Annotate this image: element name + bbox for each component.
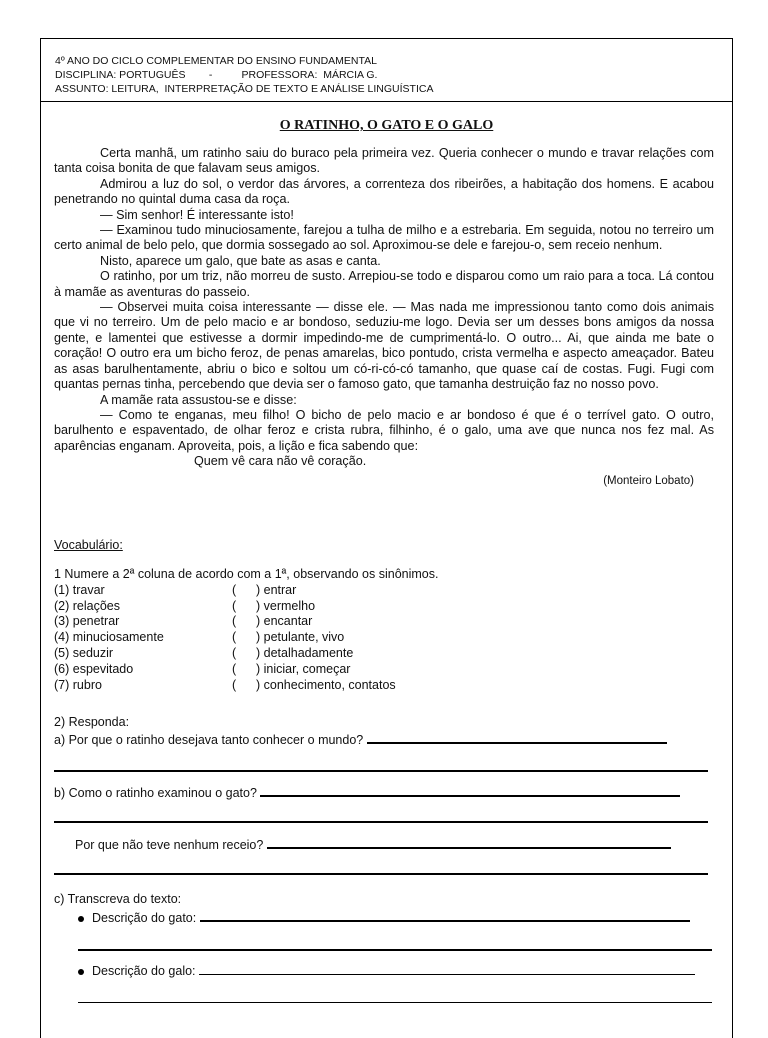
story-paragraph: Admirou a luz do sol, o verdor das árvores, a correnteza dos ribeirões, a habitação dos homens. E acabou penetrando no quintal duma casa da roça. bbox=[54, 176, 714, 207]
number-blank[interactable]: ( bbox=[232, 582, 237, 597]
question-2b-followup-text: Por que não teve nenhum receio? bbox=[75, 838, 264, 852]
synonym-word: (6) espevitado bbox=[54, 661, 134, 676]
story-text bbox=[54, 146, 714, 489]
question-1-prompt: 1 Numere a 2ª coluna de acordo com a 1ª, observando os sinônimos. bbox=[54, 567, 439, 581]
synonym-row bbox=[54, 646, 714, 662]
synonym-meaning: ) vermelho bbox=[256, 598, 316, 613]
answer-line[interactable] bbox=[200, 920, 690, 922]
synonym-row bbox=[54, 662, 714, 678]
question-2a-text: a) Por que o ratinho desejava tanto conhecer o mundo? bbox=[54, 733, 364, 747]
synonym-row bbox=[54, 599, 714, 615]
answer-line[interactable] bbox=[54, 770, 708, 772]
question-2a bbox=[54, 733, 714, 747]
synonym-table bbox=[54, 583, 714, 694]
number-blank[interactable]: ( bbox=[232, 598, 237, 613]
synonym-meaning: ) iniciar, começar bbox=[256, 661, 351, 676]
synonym-row bbox=[54, 630, 714, 646]
story-paragraph: — Sim senhor! É interessante isto! bbox=[100, 207, 294, 222]
synonym-word: (3) penetrar bbox=[54, 614, 120, 629]
story-moral: Quem vê cara não vê coração. bbox=[194, 454, 367, 469]
bullet-icon bbox=[78, 916, 84, 922]
answer-line[interactable] bbox=[260, 795, 680, 797]
synonym-row bbox=[54, 583, 714, 599]
story-paragraph: — Examinou tudo minuciosamente, farejou a tulha de milho e a estrebaria. Em seguida, notou no terreiro um certo animal de belo pelo, que dormia sossegado ao sol. Aproximou-se dele e farejou-o, sem receio nenhum. bbox=[54, 223, 714, 253]
rooster-description-item bbox=[78, 964, 695, 978]
story-paragraph: Certa manhã, um ratinho saiu do buraco pela primeira vez. Queria conhecer o mundo e travar relações com tanta coisa bonita de que falavam seus amigos. bbox=[54, 146, 714, 176]
synonym-meaning: ) entrar bbox=[256, 582, 297, 597]
number-blank[interactable]: ( bbox=[232, 677, 237, 692]
answer-line[interactable] bbox=[54, 873, 708, 875]
number-blank[interactable]: ( bbox=[232, 645, 237, 660]
synonym-row bbox=[54, 678, 714, 694]
synonym-word: (1) travar bbox=[54, 582, 105, 597]
vocabulary-heading: Vocabulário: bbox=[54, 538, 123, 552]
cat-description-label: Descrição do gato: bbox=[92, 911, 197, 925]
synonym-meaning: ) encantar bbox=[256, 614, 313, 629]
synonym-meaning: ) detalhadamente bbox=[256, 645, 354, 660]
synonym-word: (4) minuciosamente bbox=[54, 630, 164, 645]
synonym-row bbox=[54, 614, 714, 630]
header-divider bbox=[40, 101, 733, 102]
story-title: O RATINHO, O GATO E O GALO bbox=[279, 118, 494, 133]
number-blank[interactable]: ( bbox=[232, 661, 237, 676]
answer-line[interactable] bbox=[199, 974, 695, 975]
question-2b-text: b) Como o ratinho examinou o gato? bbox=[54, 786, 257, 800]
cat-description-item bbox=[78, 911, 690, 925]
story-paragraph: — Como te enganas, meu filho! O bicho de pelo macio e ar bondoso é que é o terrível gato. O outro, barulhento e espaventado, de olhar feroz e crista rubra, filhinho, é o galo, uma ave que nunca nos fez mal. As aparências enganam. Aproveita, pois, a lição e fica sabendo que: bbox=[54, 407, 714, 453]
header-grade: 4º ANO DO CICLO COMPLEMENTAR DO ENSINO FUNDAMENTAL bbox=[55, 55, 377, 67]
bullet-icon bbox=[78, 969, 84, 975]
synonym-meaning: ) conhecimento, contatos bbox=[256, 677, 396, 692]
question-1 bbox=[54, 567, 714, 693]
story-author: (Monteiro Lobato) bbox=[603, 474, 694, 487]
answer-line[interactable] bbox=[78, 949, 712, 951]
header-subject: ASSUNTO: LEITURA, INTERPRETAÇÃO DE TEXTO E ANÁLISE LINGUÍSTICA bbox=[55, 83, 434, 95]
question-2-prompt: 2) Responda: bbox=[54, 715, 130, 729]
question-2b-followup bbox=[75, 838, 715, 852]
question-2c: c) Transcreva do texto: bbox=[54, 892, 182, 906]
rooster-description-label: Descrição do galo: bbox=[92, 964, 196, 978]
story-paragraph: A mamãe rata assustou-se e disse: bbox=[100, 392, 297, 407]
header-discipline: DISCIPLINA: PORTUGUÊS - PROFESSORA: MÁRCIA G. bbox=[55, 69, 378, 81]
synonym-meaning: ) petulante, vivo bbox=[256, 630, 345, 645]
synonym-word: (7) rubro bbox=[54, 677, 102, 692]
number-blank[interactable]: ( bbox=[232, 630, 237, 645]
answer-line[interactable] bbox=[267, 847, 671, 849]
question-2b bbox=[54, 786, 714, 800]
synonym-word: (2) relações bbox=[54, 598, 120, 613]
number-blank[interactable]: ( bbox=[232, 614, 237, 629]
story-paragraph: — Observei muita coisa interessante — disse ele. — Mas nada me impressionou tanto como dois animais que vi no terreiro. Um de pelo macio e ar bondoso, seduziu-me logo. Devia ser um desses bons amigos da nossa gente, e lamentei que estivesse a dormir impedindo-me de cumprimentá-lo. O outro... Ai, que ainda me bate o coração! O outro era um bicho feroz, de penas amarelas, bico pontudo, crista vermelha e aspecto ameaçador. Bateu as asas barulhentamente, abriu o bico e soltou um có-ri-có-có tamanho, que quase caí de costas. Fugi. Fugi com quantas pernas tinha, percebendo que devia ser o famoso gato, que tamanha destruição faz no nosso povo. bbox=[54, 300, 714, 392]
synonym-word: (5) seduzir bbox=[54, 645, 114, 660]
story-paragraph: Nisto, aparece um galo, que bate as asas e canta. bbox=[100, 253, 381, 268]
answer-line[interactable] bbox=[367, 742, 667, 744]
answer-line[interactable] bbox=[54, 821, 708, 823]
answer-line[interactable] bbox=[78, 1002, 712, 1003]
story-paragraph: O ratinho, por um triz, não morreu de susto. Arrepiou-se todo e disparou como um raio para a toca. Lá contou à mamãe as aventuras do passeio. bbox=[54, 269, 714, 299]
